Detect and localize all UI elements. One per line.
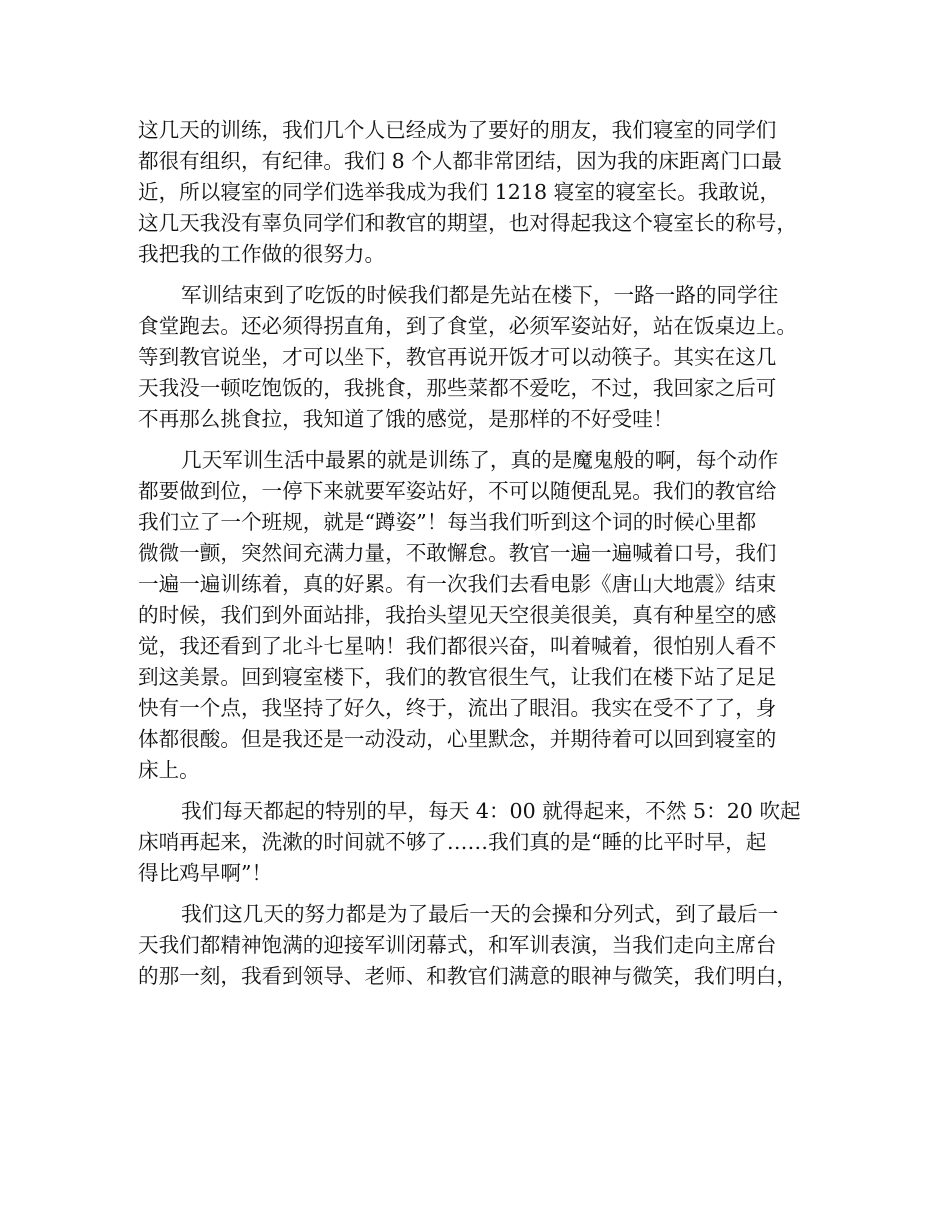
text-line: 这几天的训练，我们几个人已经成为了要好的朋友，我们寝室的同学们	[138, 118, 777, 142]
paragraph-gap	[138, 889, 814, 899]
text-line: 几天军训生活中最累的就是训练了，真的是魔鬼般的啊，每个动作	[181, 448, 779, 472]
paragraph-gap	[138, 270, 814, 280]
text-line: 一遍一遍训练着，真的好累。有一次我们去看电影《唐山大地震》结束	[138, 572, 777, 596]
text-line: 不再那么挑食拉，我知道了饿的感觉，是那样的不好受哇！	[138, 407, 674, 431]
text-line: 都要做到位，一停下来就要军姿站好，不可以随便乱晃。我们的教官给	[138, 479, 777, 503]
paragraph-3	[138, 445, 814, 786]
text-line: 我们这几天的努力都是为了最后一天的会操和分列式，到了最后一	[181, 902, 779, 926]
text-line: 微微一颤，突然间充满力量，不敢懈怠。教官一遍一遍喊着口号，我们	[138, 541, 777, 565]
text-line: 等到教官说坐，才可以坐下，教官再说开饭才可以动筷子。其实在这几	[138, 345, 777, 369]
paragraph-gap	[138, 435, 814, 445]
document-body	[138, 115, 814, 992]
text-line: 的那一刻，我看到领导、老师、和教官们满意的眼神与微笑，我们明白，	[138, 964, 797, 988]
text-line: 军训结束到了吃饭的时候我们都是先站在楼下，一路一路的同学往	[181, 283, 779, 307]
paragraph-2	[138, 280, 814, 435]
text-line: 天我们都精神饱满的迎接军训闭幕式，和军训表演，当我们走向主席台	[138, 933, 777, 957]
text-line: 我们立了一个班规，就是“蹲姿”！每当我们听到这个词的时候心里都	[138, 510, 757, 534]
paragraph-4	[138, 796, 814, 889]
text-line: 我们每天都起的特别的早，每天 4：00 就得起来，不然 5：20 吹起	[181, 799, 801, 823]
text-line: 床上。	[138, 758, 200, 782]
text-line: 食堂跑去。还必须得拐直角，到了食堂，必须军姿站好，站在饭桌边上。	[138, 314, 797, 338]
paragraph-gap	[138, 786, 814, 796]
text-line: 体都很酸。但是我还是一动没动，心里默念，并期待着可以回到寝室的	[138, 727, 777, 751]
text-line: 近，所以寝室的同学们选举我成为我们 1218 寝室的寝室长。我敢说，	[138, 180, 781, 204]
paragraph-5	[138, 899, 814, 992]
text-line: 觉，我还看到了北斗七星呐！我们都很兴奋，叫着喊着，很怕别人看不	[138, 634, 777, 658]
paragraph-1	[138, 115, 814, 270]
text-line: 得比鸡早啊”！	[138, 861, 273, 885]
text-line: 天我没一顿吃饱饭的，我挑食，那些菜都不爱吃，不过，我回家之后可	[138, 376, 777, 400]
text-line: 床哨再起来，洗漱的时间就不够了……我们真的是“睡的比平时早，起	[138, 830, 767, 854]
text-line: 快有一个点，我坚持了好久，终于，流出了眼泪。我实在受不了了，身	[138, 696, 777, 720]
text-line: 到这美景。回到寝室楼下，我们的教官很生气，让我们在楼下站了足足	[138, 665, 777, 689]
text-line: 这几天我没有辜负同学们和教官的期望，也对得起我这个寝室长的称号，	[138, 211, 797, 235]
text-line: 的时候，我们到外面站排，我抬头望见天空很美很美，真有种星空的感	[138, 603, 777, 627]
text-line: 都很有组织，有纪律。我们 8 个人都非常团结，因为我的床距离门口最	[138, 149, 783, 173]
text-line: 我把我的工作做的很努力。	[138, 242, 386, 266]
